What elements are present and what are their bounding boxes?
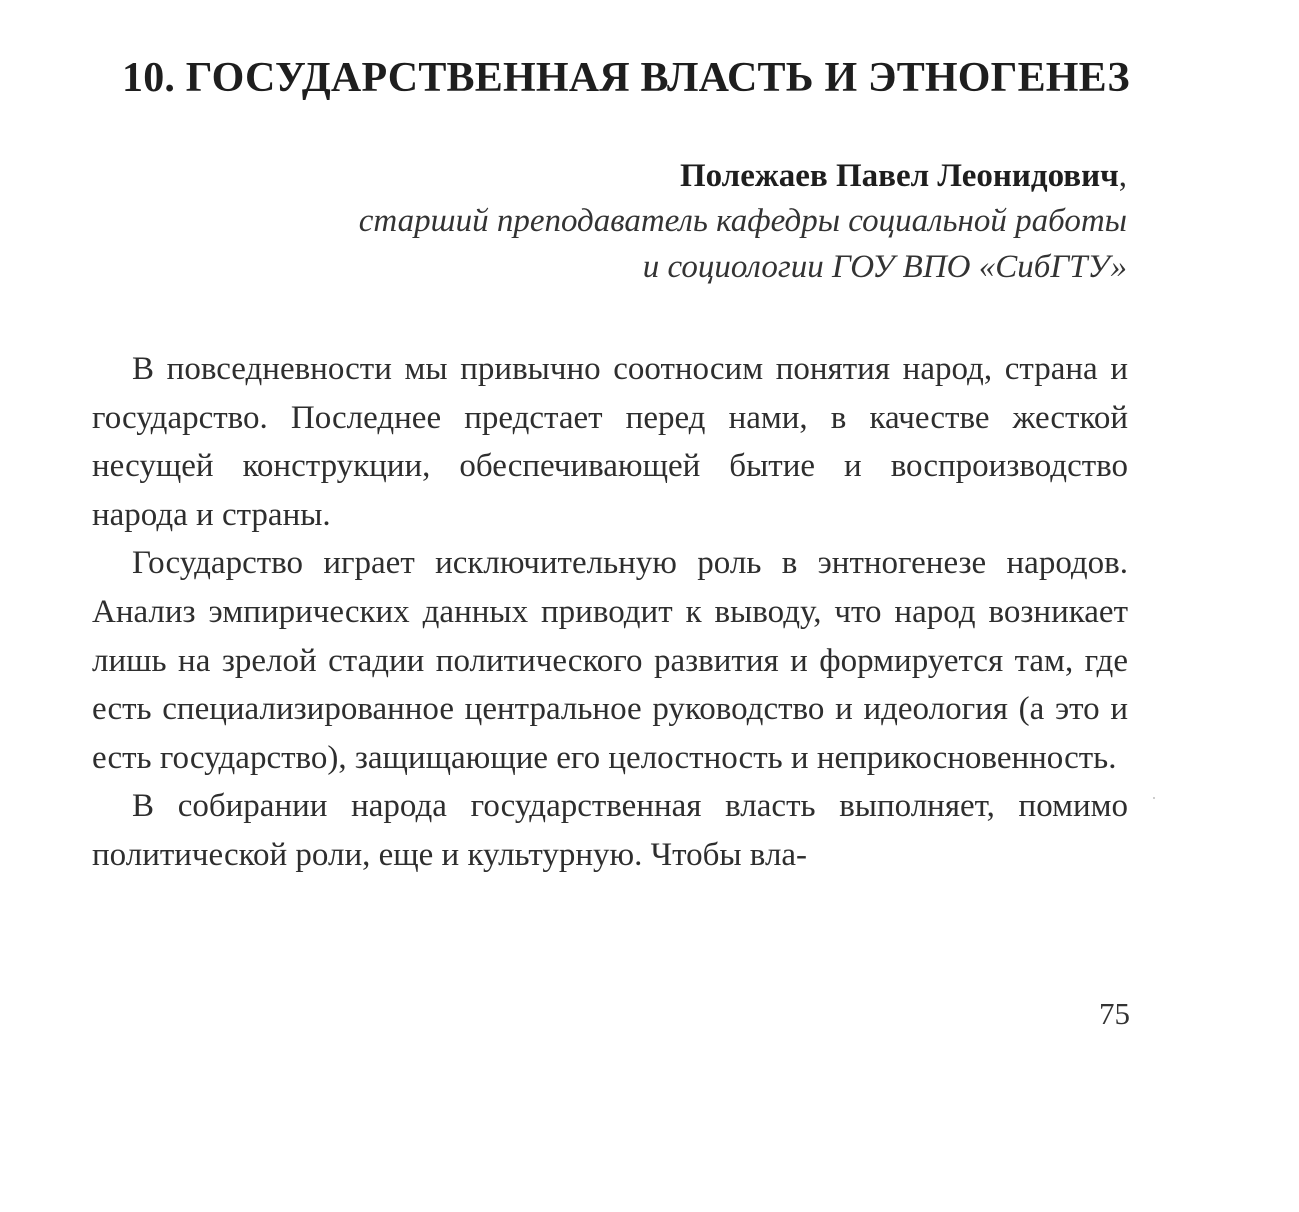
paragraph: Государство играет исключительную роль в энтногенезе народов. Анализ эмпирических данных приводит к выводу, что народ возникает лишь на зрелой стадии политического развития и формируется там, где есть специализированное центральное руководство и идеология (а это и есть государство), защищающие его целостность и неприкосновенность. [92, 545, 1128, 776]
body-text [92, 345, 1128, 880]
author-name-line [127, 154, 1127, 198]
page-number: 75 [1099, 996, 1130, 1031]
paragraph: В собирании народа государственная власть выполняет, помимо политической роли, еще и культурную. Чтобы вла- [92, 788, 1128, 873]
scan-speck [1153, 797, 1155, 799]
author-name: Полежаев Павел Леонидович [679, 158, 1119, 194]
paragraph: В повседневности мы привычно соотносим понятия народ, страна и государство. Последнее предстает перед нами, в качестве жесткой несущей конструкции, обеспечивающей бытие и воспроизводство народа и страны. [92, 351, 1128, 533]
chapter-title: 10. ГОСУДАРСТВЕННАЯ ВЛАСТЬ И ЭТНОГЕНЕЗ [122, 55, 1130, 101]
author-block [127, 154, 1127, 290]
author-position-line-2: и социологии ГОУ ВПО «СибГТУ» [642, 249, 1127, 285]
author-comma: , [1118, 158, 1127, 194]
author-position-line-1: старший преподаватель кафедры социальной работы [358, 203, 1127, 239]
